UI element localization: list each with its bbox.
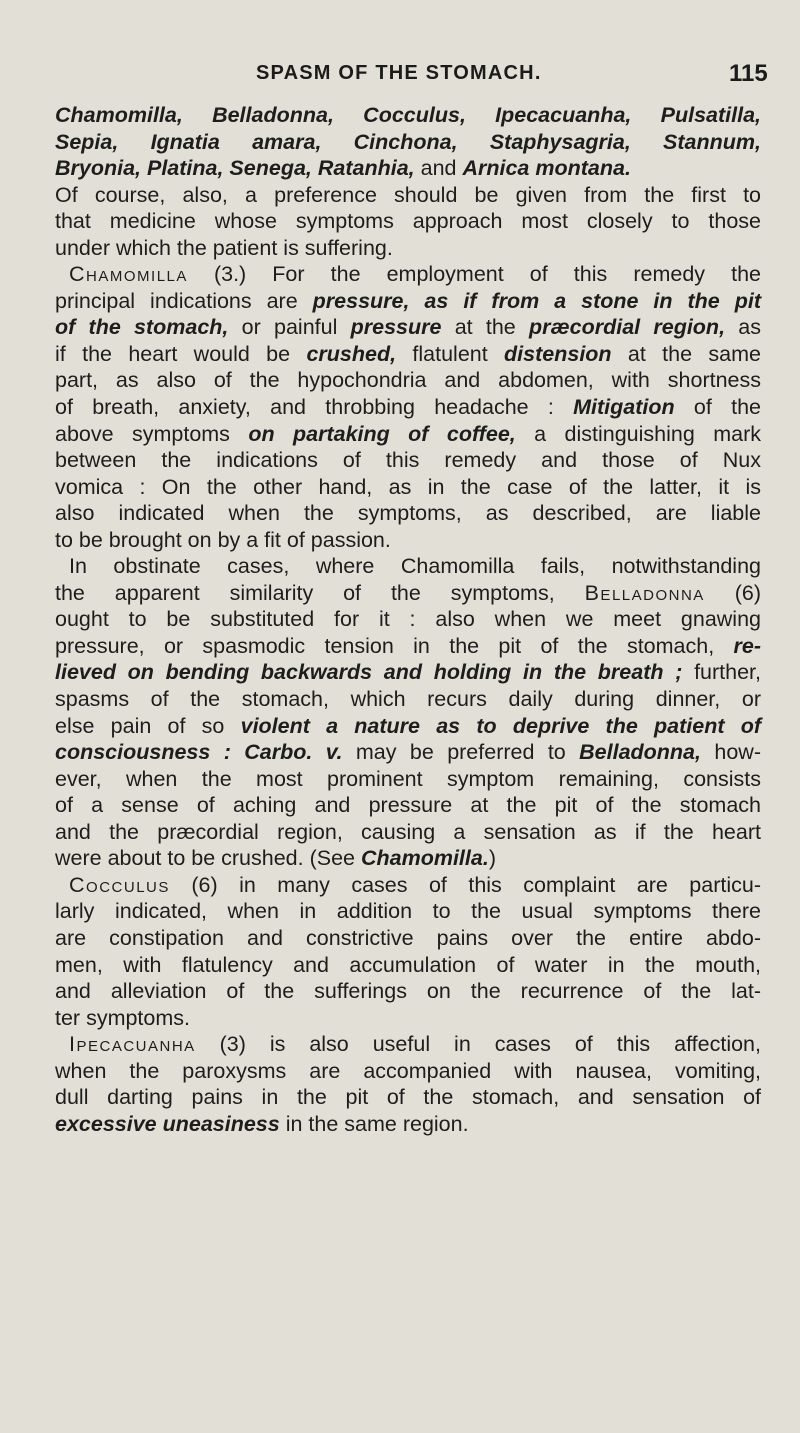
text-segment: ought to be substituted for it : also when we meet gnawing [55,607,761,632]
text-line [55,952,761,979]
text-line [55,421,761,448]
text-segment: ) [488,846,496,871]
italic-text: on partaking of coffee, [248,421,516,446]
text-line [55,872,761,899]
italic-text: Chamomilla. [360,846,489,871]
text-line [55,1005,761,1032]
text-segment: of breath, anxiety, and throbbing headache : [55,395,574,420]
text-line [55,235,761,262]
text-line [55,1058,761,1085]
text-segment: may be preferred to [342,740,580,765]
body-text [55,102,761,1137]
text-segment: (6) in many cases of this complaint are particu- [169,872,761,897]
italic-text: Bryonia, Platina, Senega, Ratanhia, [55,156,415,181]
running-head [0,60,800,90]
text-segment: how- [701,740,761,765]
remedy-name: Chamomilla [69,262,188,287]
text-segment: else pain of so [55,713,241,738]
running-title: SPASM OF THE STOMACH. [256,62,542,84]
italic-text: Mitigation [573,395,675,420]
text-line [55,102,761,129]
text-segment: a distinguishing mark [515,421,761,446]
text-line [55,500,761,527]
text-line [55,686,761,713]
text-segment: and [414,156,463,181]
italic-text: consciousness : Carbo. v. [55,740,343,765]
italic-text: Chamomilla, Belladonna, Cocculus, Ipecacuanha, Pulsatilla, [55,103,761,127]
text-line [55,447,761,474]
text-line [55,925,761,952]
text-line [55,474,761,501]
italic-text: re- [733,633,761,658]
remedy-name: Belladonna [584,580,705,605]
text-segment: in the same region. [279,1111,469,1136]
text-segment: if the heart would be [55,341,307,366]
text-line [55,553,761,580]
text-segment: pressure, or spasmodic tension in the pit of the stomach, [55,633,734,658]
text-segment: and the præcordial region, causing a sensation as if the heart [55,819,761,844]
text-line [55,367,761,394]
italic-text: lieved on bending backwards and holding in the breath ; [55,660,683,685]
text-segment: principal indications are [55,288,313,313]
text-line [55,1111,761,1138]
text-line [55,314,761,341]
text-segment: are constipation and constrictive pains over the entire abdo- [55,925,761,950]
text-line [55,261,761,288]
remedy-name: Cocculus [69,872,170,897]
text-segment: or painful [228,315,351,340]
text-line [55,1031,761,1058]
italic-text: of the stomach, [55,315,229,340]
page-number: 115 [729,60,768,87]
italic-text: excessive uneasiness [55,1111,280,1136]
text-line [55,182,761,209]
italic-text: Sepia, Ignatia amara, Cinchona, Staphysagria, Stannum, [55,129,761,154]
text-line [55,659,761,686]
text-line [55,580,761,607]
text-segment: between the indications of this remedy and those of Nux [55,448,761,473]
text-segment: part, as also of the hypochondria and abdomen, with shortness [55,368,761,393]
text-segment: at the [441,315,530,340]
text-segment: under which the patient is suffering. [55,235,393,260]
italic-text: crushed, [306,341,397,366]
italic-text: distension [504,341,612,366]
italic-text: Belladonna, [579,740,701,765]
text-line [55,978,761,1005]
text-segment: of the [674,395,761,420]
remedy-name: Ipecacuanha [69,1032,196,1057]
text-segment: and alleviation of the sufferings on the recurrence of the lat- [55,979,761,1004]
text-line [55,819,761,846]
text-segment: the apparent similarity of the symptoms, [55,580,585,605]
text-segment: men, with flatulency and accumulation of water in the mouth, [55,952,761,977]
text-line [55,766,761,793]
text-line [55,1084,761,1111]
text-segment: also indicated when the symptoms, as described, are liable [55,501,761,526]
text-line [55,527,761,554]
text-segment: above symptoms [55,421,249,446]
text-segment: flatulent [396,341,505,366]
text-line [55,845,761,872]
italic-text: Arnica montana. [462,156,631,181]
text-segment: at the same [611,341,761,366]
text-line [55,606,761,633]
italic-text: violent a nature as to deprive the patient of [240,713,761,738]
text-line [55,792,761,819]
text-line [55,288,761,315]
text-line [55,129,761,156]
text-line [55,713,761,740]
text-segment: ter symptoms. [55,1005,190,1030]
text-segment: dull darting pains in the pit of the stomach, and sensation of [55,1085,761,1110]
text-segment: Of course, also, a preference should be given from the first to [55,182,761,207]
text-segment: vomica : On the other hand, as in the case of the latter, it is [55,474,761,499]
text-line [55,341,761,368]
text-segment: spasms of the stomach, which recurs daily during dinner, or [55,687,761,712]
italic-text: pressure [350,315,442,340]
italic-text: pressure, as if from a stone in the pit [312,288,761,313]
text-segment: In obstinate cases, where Chamomilla fails, notwithstanding [69,554,761,579]
text-line [55,208,761,235]
text-segment: (3.) For the employment of this remedy the [187,262,761,287]
text-segment: that medicine whose symptoms approach most closely to those [55,209,761,234]
text-segment: further, [682,660,761,685]
text-segment: of a sense of aching and pressure at the pit of the stomach [55,793,761,818]
text-segment: as [725,315,761,340]
italic-text: præcordial region, [529,315,726,340]
text-line [55,155,761,182]
text-segment: were about to be crushed. (See [55,846,361,871]
text-line [55,898,761,925]
text-segment: larly indicated, when in addition to the usual symptoms there [55,899,761,924]
text-line [55,739,761,766]
text-segment: ever, when the most prominent symptom remaining, consists [55,766,761,791]
text-line [55,394,761,421]
text-line [55,633,761,660]
text-segment: when the paroxysms are accompanied with nausea, vomiting, [55,1058,761,1083]
text-segment: (3) is also useful in cases of this affection, [195,1032,761,1057]
text-segment: (6) [704,580,761,605]
text-segment: to be brought on by a fit of passion. [55,527,391,552]
